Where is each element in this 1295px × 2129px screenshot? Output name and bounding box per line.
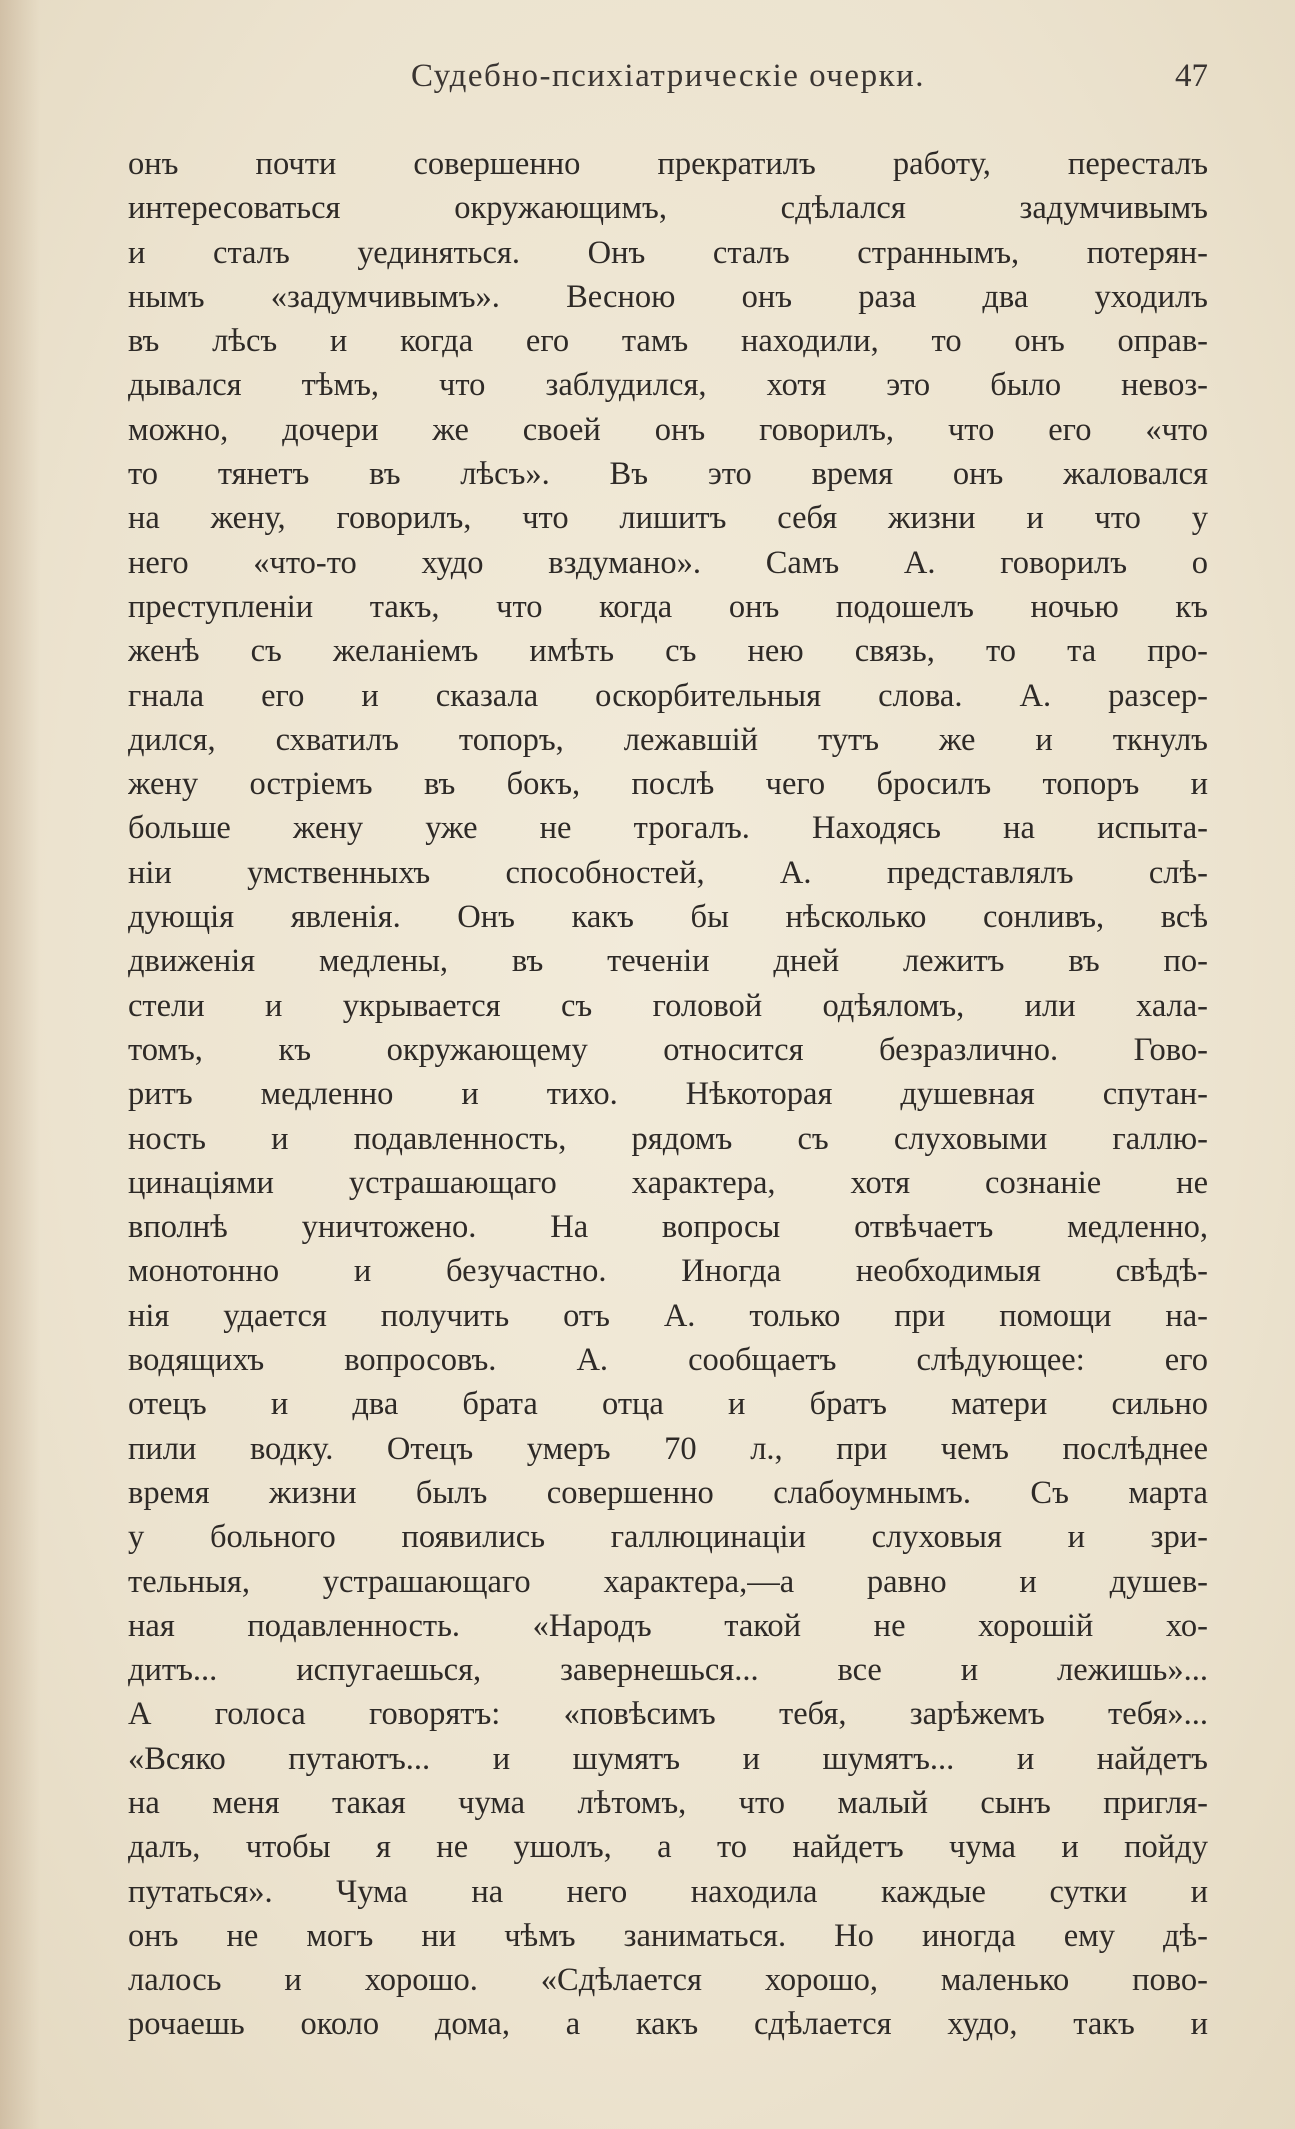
text-line: нія удается получить отъ А. только при помощи на- xyxy=(128,1297,1208,1334)
text-line: на меня такая чума лѣтомъ, что малый сынъ пригля- xyxy=(128,1784,1208,1821)
text-line: вполнѣ уничтожено. На вопросы отвѣчаетъ медленно, xyxy=(128,1209,1208,1246)
text-line: и сталъ уединяться. Онъ сталъ страннымъ, потерян- xyxy=(128,234,1208,271)
text-line: въ лѣсъ и когда его тамъ находили, то онъ оправ- xyxy=(128,323,1208,360)
text-line: онъ почти совершенно прекратилъ работу, пересталъ xyxy=(128,146,1208,182)
text-line: водящихъ вопросовъ. А. сообщаетъ слѣдующее: его xyxy=(128,1342,1208,1379)
text-line: преступленіи такъ, что когда онъ подошелъ ночью къ xyxy=(128,588,1208,625)
text-line: движенія медлены, въ теченіи дней лежитъ въ по- xyxy=(128,943,1208,980)
text-line: дитъ... испугаешься, завернешься... все и лежишь»... xyxy=(128,1652,1208,1689)
text-line: жену остріемъ въ бокъ, послѣ чего бросилъ топоръ и xyxy=(128,766,1208,803)
text-line: то тянетъ въ лѣсъ». Въ это время онъ жаловался xyxy=(128,456,1208,493)
text-line: дился, схватилъ топоръ, лежавшій тутъ же и ткнулъ xyxy=(128,721,1208,758)
text-line: тельныя, устрашающаго характера,—а равно и душев- xyxy=(128,1563,1208,1600)
text-line: далъ, чтобы я не ушолъ, а то найдетъ чума и пойду xyxy=(128,1829,1208,1866)
text-line: интересоваться окружающимъ, сдѣлался задумчивымъ xyxy=(128,190,1208,227)
text-line: ритъ медленно и тихо. Нѣкоторая душевная спутан- xyxy=(128,1076,1208,1113)
text-line: у больного появились галлюцинаціи слуховыя и зри- xyxy=(128,1519,1208,1556)
text-line: больше жену уже не трогалъ. Находясь на испыта- xyxy=(128,810,1208,847)
running-header xyxy=(128,58,1208,108)
text-line: «Всяко путаютъ... и шумятъ и шумятъ... и найдетъ xyxy=(128,1740,1208,1777)
text-line: пили водку. Отецъ умеръ 70 л., при чемъ послѣднее xyxy=(128,1430,1208,1467)
text-line: дывался тѣмъ, что заблудился, хотя это было невоз- xyxy=(128,367,1208,404)
text-line: отецъ и два брата отца и братъ матери сильно xyxy=(128,1386,1208,1423)
text-line: ность и подавленность, рядомъ съ слуховыми галлю- xyxy=(128,1120,1208,1157)
page-gutter-shadow xyxy=(0,0,40,2129)
body-text xyxy=(128,142,1208,2047)
text-line: путаться». Чума на него находила каждые сутки и xyxy=(128,1873,1208,1910)
text-line: цинаціями устрашающаго характера, хотя сознаніе не xyxy=(128,1164,1208,1201)
text-line: время жизни былъ совершенно слабоумнымъ. Съ марта xyxy=(128,1474,1208,1511)
text-line: ніи умственныхъ способностей, А. представлялъ слѣ- xyxy=(128,854,1208,891)
text-line: дующія явленія. Онъ какъ бы нѣсколько сонливъ, всѣ xyxy=(128,899,1208,936)
text-line: онъ не могъ ни чѣмъ заниматься. Но иногда ему дѣ- xyxy=(128,1917,1208,1954)
text-line: А голоса говорятъ: «повѣсимъ тебя, зарѣжемъ тебя»... xyxy=(128,1696,1208,1733)
text-line: на жену, говорилъ, что лишитъ себя жизни и что у xyxy=(128,500,1208,537)
running-title: Судебно-психіатрическіе очерки. xyxy=(410,58,926,94)
text-line: можно, дочери же своей онъ говорилъ, что его «что xyxy=(128,411,1208,448)
text-line: ная подавленность. «Народъ такой не хорошій хо- xyxy=(128,1607,1208,1644)
text-line: нымъ «задумчивымъ». Весною онъ раза два уходилъ xyxy=(128,278,1208,315)
text-line: гнала его и сказала оскорбительныя слова. А. разсер- xyxy=(128,677,1208,714)
page-number: 47 xyxy=(1175,58,1208,94)
text-line: него «что-то худо вздумано». Самъ А. говорилъ о xyxy=(128,544,1208,581)
text-line: женѣ съ желаніемъ имѣть съ нею связь, то та про- xyxy=(128,633,1208,670)
text-line: томъ, къ окружающему относится безразлично. Гово- xyxy=(128,1031,1208,1068)
text-line: лалось и хорошо. «Сдѣлается хорошо, маленько пово- xyxy=(128,1962,1208,1999)
text-line: рочаешь около дома, а какъ сдѣлается худо, такъ и xyxy=(128,2006,1208,2043)
text-line: монотонно и безучастно. Иногда необходимыя свѣдѣ- xyxy=(128,1253,1208,1290)
text-line: стели и укрывается съ головой одѣяломъ, или хала- xyxy=(128,987,1208,1024)
